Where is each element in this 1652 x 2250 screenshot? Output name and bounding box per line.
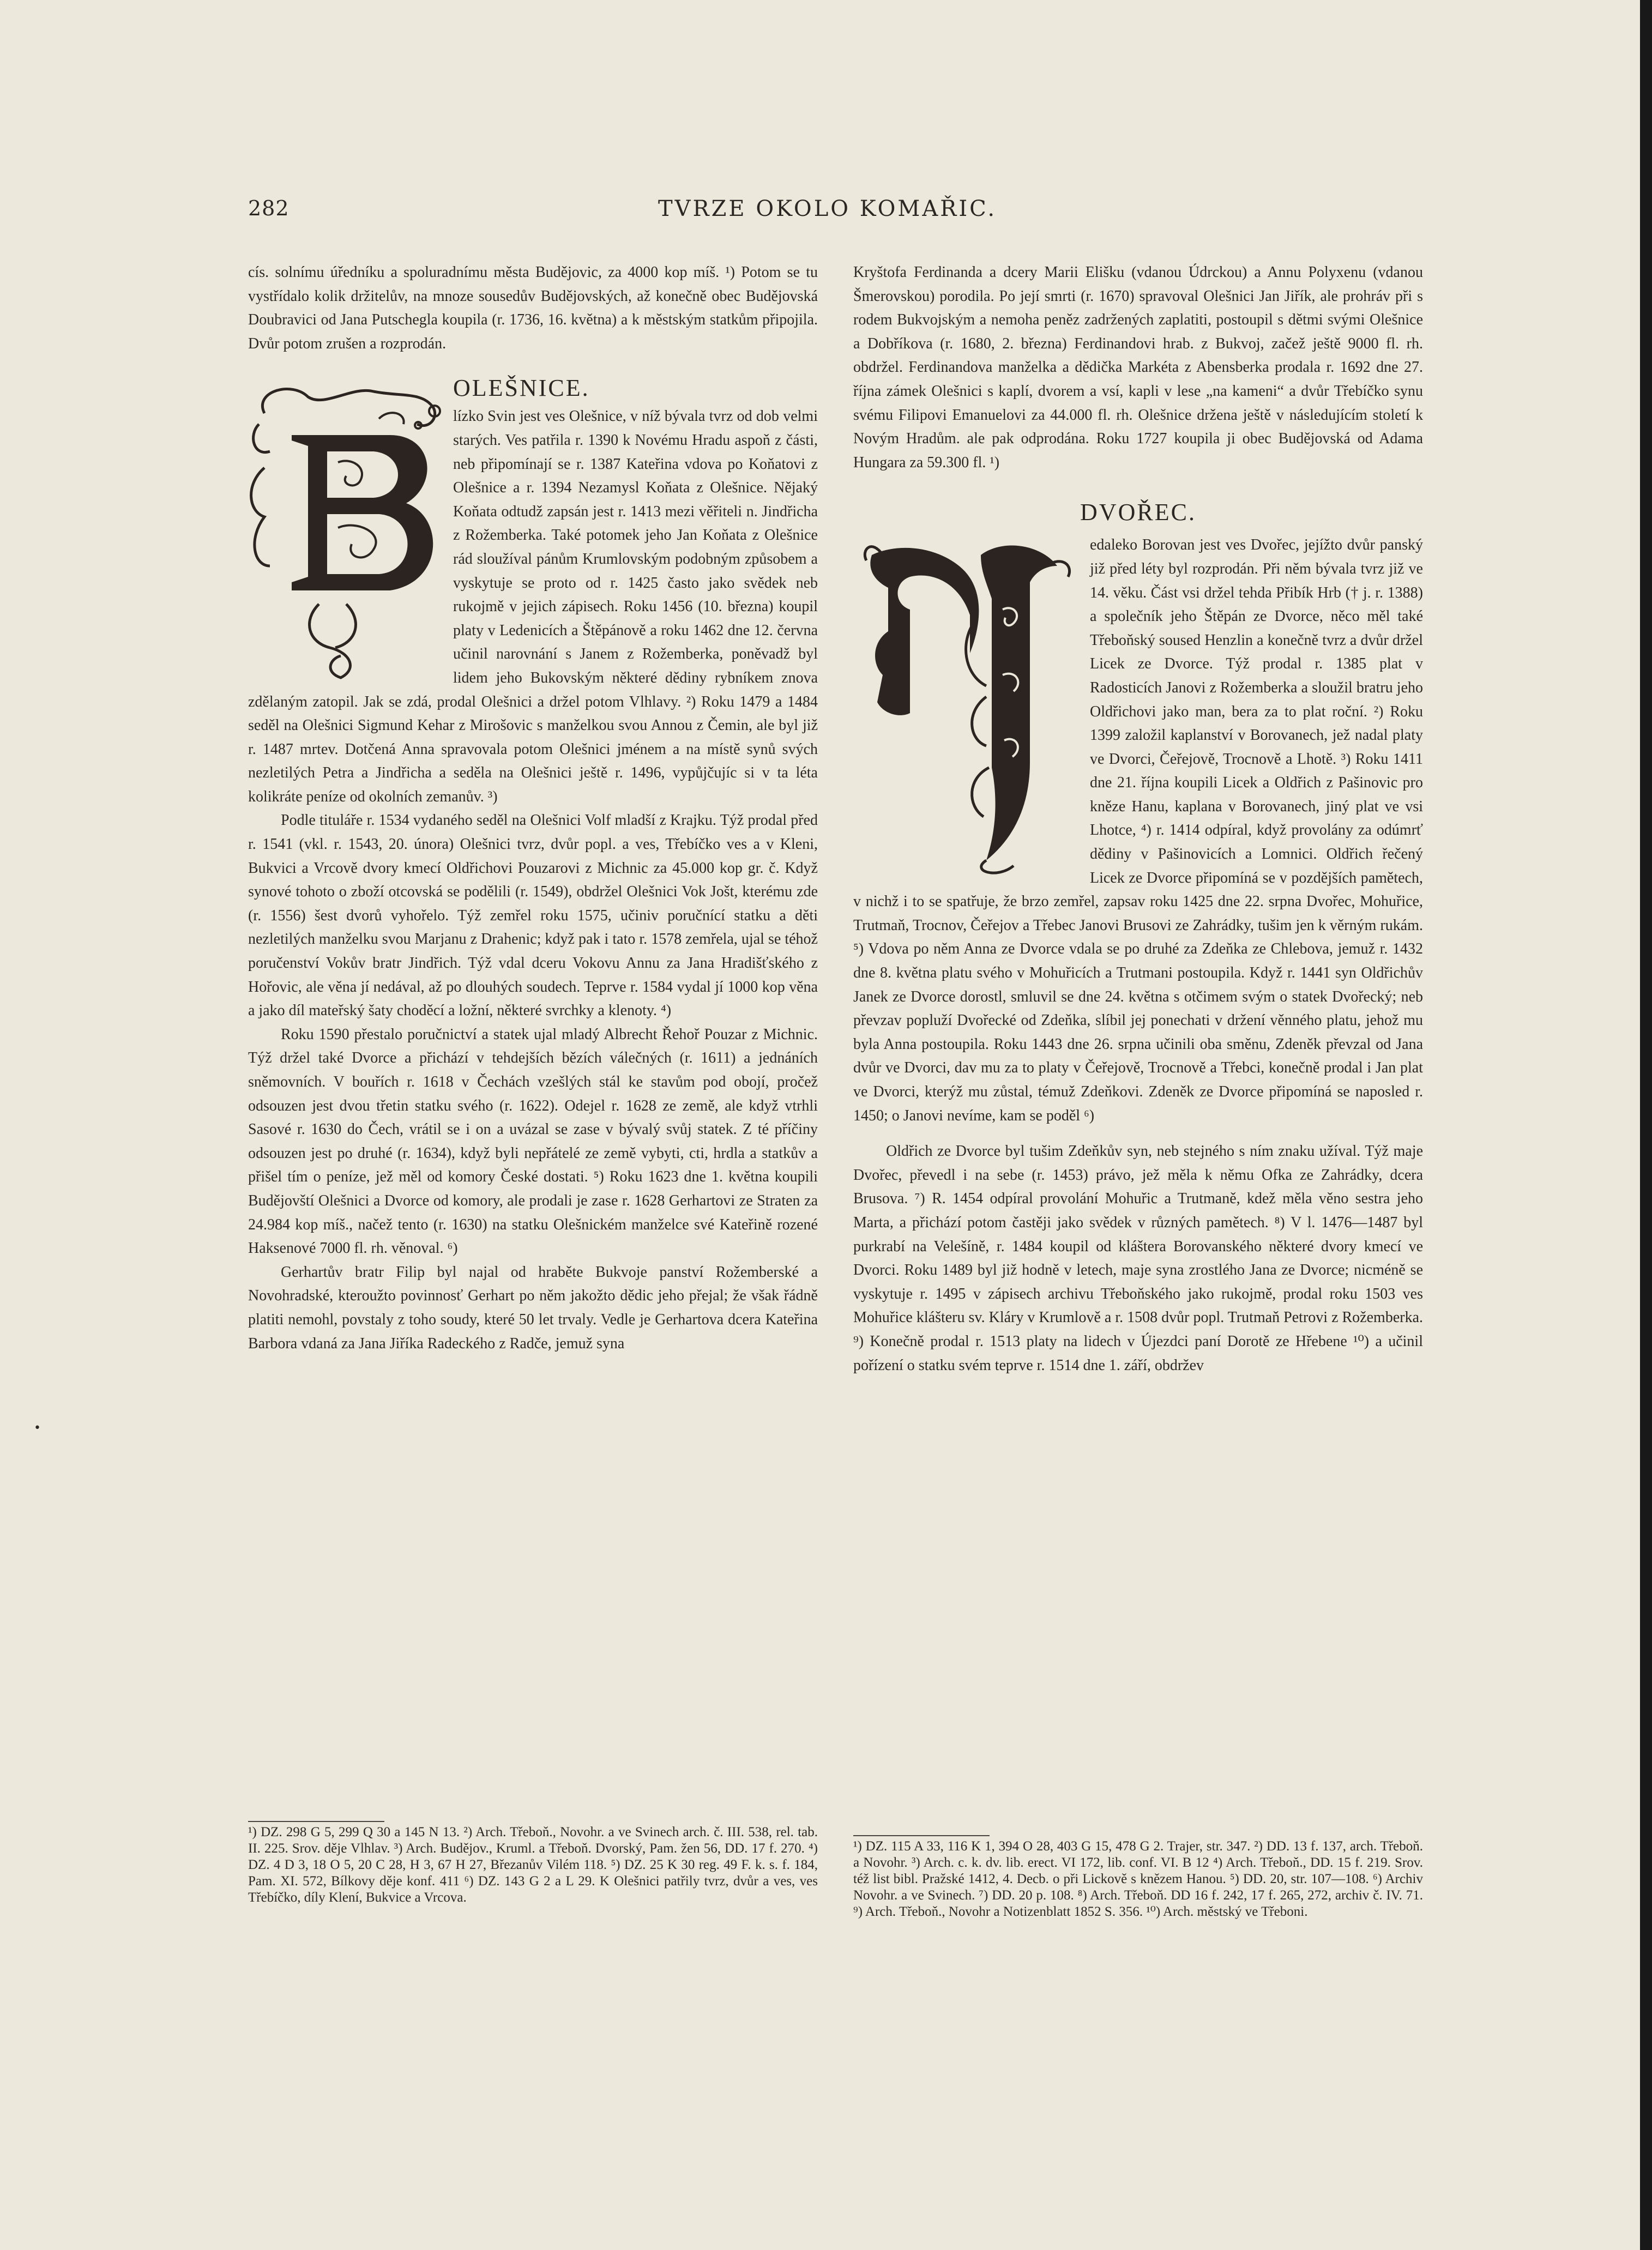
dvorec-paragraph-2: Oldřich ze Dvorce byl tušim Zdeňkův syn, neb stejného s ním znaku užíval. Týž maje Dvořec, převedl i na sebe (r. 1453) právo, jež měla k němu Ofka ze Zahrádky, dcera Brusova. ⁷) R. 1454 odpíral provolání Mohuřic a Trutmaně, kdež měla věno sestra jeho Marta, a přichází potom častěji jako svědek v různých pamětech. ⁸) V l. 1476—1487 byl purkrabí na Velešíně, r. 1484 koupil od kláštera Borovanského některé dvory kmecí ve Dvorci. Roku 1489 byl již hodně v letech, maje syna zrostlého Jana ze Dvorce; nicméně se vyskytuje r. 1495 v zápisech archivu Třeboňského jako rukojmě, prodal roku 1503 ves Mohuřice klášteru sv. Kláry v Krumlově a r. 1508 dvůr popl. Trutmaň Petrovi z Rožemberka. ⁹) Konečně prodal r. 1513 platy na lidech v Újezdci paní Dorotě ze Hřebene ¹⁰) a učinil pořízení o statku svém teprve r. 1514 dne 1. září, obdržev bbox=[853, 1143, 1423, 1374]
left-column bbox=[248, 261, 818, 1355]
running-header bbox=[248, 196, 1407, 229]
footnote-rule bbox=[853, 1835, 990, 1836]
ornamental-initial-b-graphic bbox=[243, 375, 445, 680]
footnotes-right-text: ¹) DZ. 115 A 33, 116 K 1, 394 O 28, 403 G 15, 478 G 2. Trajer, str. 347. ²) DD. 13 f. 137, arch. Třeboň. a Novohr. ³) Arch. c. k. dv. lib. erect. VI 172, lib. conf. VI. B 12 ⁴) Arch. Třeboň., DD. 15 f. 219. Srov. též list bibl. Pražské 1412, 4. Decb. o při Lickově s knězem Hanou. ⁵) DD. 20, str. 107—108. ⁶) Archiv Novohr. a ve Svinech. ⁷) DD. 20 p. 108. ⁸) Arch. Třeboň. DD 16 f. 242, 17 f. 265, 272, archiv č. IV. 71. ⁹) Arch. Třeboň., Novohr a Notizenblatt 1852 S. 356. ¹⁰) Arch. městský ve Třeboni. bbox=[853, 1839, 1423, 1919]
footnote-rule bbox=[248, 1821, 384, 1822]
left-opening-paragraph: cís. solnímu úředníku a spoluradnímu města Budějovic, za 4000 kop míš. ¹) Potom se tu vystřídalo kolik držitelův, na mnoze sousedův Budějovských, až konečně obec Budějovská Doubravici od Jana Putschegla koupila (r. 1736, 16. května) a k městským statkům připojila. Dvůr potom zrušen a rozprodán. bbox=[248, 264, 818, 352]
margin-mark: • bbox=[34, 1421, 41, 1435]
footnotes-left-text: ¹) DZ. 298 G 5, 299 Q 30 a 145 N 13. ²) Arch. Třeboň., Novohr. a ve Svinech arch. č. III. 538, rel. tab. II. 225. Srov. děje Vlhlav. ³) Arch. Budějov., Kruml. a Třeboň. Dvorský, Pam. žen 56, DD. 17 f. 270. ⁴) DZ. 4 D 3, 18 O 5, 20 C 28, H 3, 67 H 27, Březanův Vilém 118. ⁵) DZ. 25 K 30 reg. 49 F. k. s. f. 184, Pam. XI. 572, Bílkovy děje konf. 411 ⁶) DZ. 143 G 2 a L 29. K Olešnici patřily tvrz, dvůr a ves, ves Třebíčko, díly Klení, Bukvice a Vrcova. bbox=[248, 1825, 818, 1905]
ornamental-initial-b bbox=[243, 375, 445, 680]
olesnice-paragraph-1-text: lízko Svin jest ves Olešnice, v níž bývala tvrz od dob velmi starých. Ves patřila r. 1390 k Novému Hradu aspoň z části, neb připomínají se r. 1387 Kateřina vdova po Koňatovi z Olešnice a r. 1394 Nezamysl Koňata z Olešnice. Nějaký Koňata odtudž zapsán jest r. 1413 mezi věřiteli n. Jindřicha z Rožemberka. Také potomek jeho Jan Koňata z Olešnice rád sloužíval pánům Krumlovským podobným způsobem a vyskytuje se proto od r. 1425 často jako svědek neb rukojmě v jejich zápisech. Roku 1456 (10. března) koupil platy v Ledenicích a Štěpánově a roku 1462 dne 12. června učinil narovnání s Janem z Rožemberka, poněvadž byl lidem jeho Bukovským některé dědiny rybníkem znova zdělaným zatopil. Jak se zdá, prodal Olešnici a držel potom Vlhlavy. ²) Roku 1479 a 1484 seděl na Olešnici Sigmund Kehar z Mirošovic s manželkou svou Annou z Čemin, ale byl již r. 1487 mrtev. Dotčená Anna spravovala potom Olešnici jménem a na místě synů svých nezletilých Petra a Jindřicha a seděla na Olešnici ještě r. 1496, vypůjčujíc si v ta léta kolikráte peníze od okolních zemanův. ³) bbox=[248, 408, 818, 805]
footnotes-right bbox=[853, 1835, 1423, 1920]
ornamental-initial-n bbox=[850, 533, 1078, 882]
olesnice-paragraph-3: Roku 1590 přestalo poručnictví a statek ujal mladý Albrecht Řehoř Pouzar z Michnic. Týž držel také Dvorce a přichází v tehdejších bězích válečných (r. 1611) a jednáních sněmovních. V bouřích r. 1618 v Čechách vzešlých stál ke stavům pod obojí, pročež odsouzen jest dvou třetin statku svého (r. 1622). Odejel r. 1628 ze země, ale když vtrhli Sasové r. 1630 do Čech, vrátil se i on a uvázal se zase v bývalý svůj statek. Z té příčiny odsouzen jest po druhé (r. 1634), když byli nepřátelé ze země vybyti, cti, hrdla a statkův a přišel tím o peníze, jež měl od komory České dostati. ⁵) Roku 1623 dne 1. května koupili Budějovští Olešnici a Dvorce od komory, ale prodali je zase r. 1628 Gerhartovi ze Straten za 24.984 kop míš., načež tento (r. 1630) na statku Olešnickém manželce své Kateřině rozené Haksenové 7000 fl. rh. věnoval. ⁶) bbox=[248, 1026, 818, 1257]
right-column bbox=[853, 261, 1423, 1377]
section-title-olesnice: OLEŠNICE. bbox=[453, 375, 590, 402]
footnotes-left bbox=[248, 1821, 818, 1906]
page-number: 282 bbox=[248, 196, 290, 220]
ornamental-initial-n-graphic bbox=[850, 533, 1078, 882]
running-title: TVRZE OKOLO KOMAŘIC. bbox=[658, 196, 997, 221]
right-opening-paragraph: Kryštofa Ferdinanda a dcery Marii Elišku (vdanou Údrckou) a Annu Polyxenu (vdanou Šmerovskou) porodila. Po její smrti (r. 1670) spravoval Olešnici Jan Jiřík, ale prohráv při s rodem Bukvojským a nemoha peněz zadržených zaplatiti, postoupil s dětmi svými Olešnice a Dobříkova (r. 1680, 2. března) Ferdinandovi hrab. z Bukvoj, začež ještě 9000 fl. rh. obdržel. Ferdinandova manželka a dědička Markéta z Abensberka prodala r. 1692 dne 27. října zámek Olešnici s kaplí, dvorem a vsí, kapli v lese „na kameni“ a dvůr Třebíčko synu svému Filipovi Emanuelovi za 44.000 fl. rh. Olešnice držena ještě v následujícím století k Novým Hradům. ale pak odprodána. Roku 1727 koupila ji obec Budějovská od Adama Hungara za 59.300 fl. ¹) bbox=[853, 264, 1423, 471]
olesnice-paragraph-2: Podle titulářе r. 1534 vydaného seděl na Olešnici Volf mladší z Krajku. Týž prodal před r. 1541 (vkl. r. 1543, 20. února) Olešnici tvrz, dvůr popl. a ves, Třebíčko ves a v Kleni, Bukvici a Vrcově dvory kmecí Oldřichovi Pouzarovi z Michnic za 45.000 kop gr. č. Když synové tohoto o zboží otcovská se podělili (r. 1549), obdržel Olešnici Vok Jošt, kterému zde (r. 1556) šest dvorů vyhořelo. Týž zemřel roku 1575, učiniv poručnící statku a děti nezletilých manželku svou Marjanu z Drahenic; když pak i tato r. 1578 zemřela, ujal se téhož poručenství Vokův bratr Jindřich. Týž vdal dceru Vokovu Annu za Jana Hradišťského z Hořovic, ale věna jí nedával, až po dlouhých soudech. Teprve r. 1584 vydal jí 1000 kop věna a jako díl mateřský šaty choděcí a ložní, některé svrchky a klenoty. ⁴) bbox=[248, 812, 818, 1020]
olesnice-paragraph-4: Gerhartův bratr Filip byl najal od hraběte Bukvoje panství Rožemberské a Novohradské, kteroužto povinnosť Gerhart po něm jakožto dědic jeho přejal; že však řádně platiti nemohl, povstaly z toho soudy, které 50 let trvaly. Vedle je Gerhartova dcera Kateřina Barbora vdaná za Jana Jiříka Radeckého z Radče, jemuž syna bbox=[248, 1263, 818, 1352]
page-edge bbox=[1640, 0, 1652, 2250]
section-title-dvorec: DVOŘEC. bbox=[1080, 499, 1196, 526]
dvorec-paragraph-1-text: edaleko Borovan jest ves Dvořec, jejížto dvůr panský již před léty byl rozprodán. Při něm bývala tvrz již ve 14. věku. Část vsi držel tehda Přibík Hrb († j. r. 1388) a společník jeho Štěpán ze Dvorce, něco měl také Třeboňský soused Henzlin a konečně tvrz a dvůr držel Licek ze Dvorce. Týž prodal r. 1385 plat v Radosticích Janovi z Rožemberka a sloužil bratru jeho Oldřichovi jako man, bera za to plat roční. ²) Roku 1399 založil kaplanství v Borovanech, jež nadal platy ve Dvorci, Čeřejově, Trocnově a Lhotě. ³) Roku 1411 dne 21. října koupili Licek a Oldřich z Pašinovic pro kněze Hanu, kaplana v Borovanech, jiný plat ve vsi Lhotce, ⁴) r. 1414 odpíral, když provolány za odúmrť dědiny v Pašinovicích a Lomnici. Oldřich řečený Licek ze Dvorce připomíná se v pozdějších pamětech, v nichž i to se spatřuje, že brzo zemřel, zapsav roku 1425 dne 22. srpna Dvořec, Mohuřice, Trutmaň, Trocnov, Čeřejov a Třebec Janovi Brusovi ze Zahrádky, tušim jen k věrným rukám. ⁵) Vdova po něm Anna ze Dvorce vdala se po druhé za Zdeňka ze Chlebova, jemuž r. 1432 dne 8. května platu svého v Mohuřicích a Trutmani postoupila. Když r. 1441 syn Oldřichův Janek ze Dvorce dorostl, smluvil se dne 24. května s otčimem svým o statek Dvořecký; neb převzav popluží Dvořecké od Zdeňka, slíbil jej ponechati v držení věnného platu, jehož mu byla Anna postoupila. Roku 1443 dne 26. srpna učinili oba směnu, Zdeněk převzal od Jana dvůr ve Dvorci, dav mu za to platy v Čeřejově, Trocnově a Třebci, konečně prodal i Jan plat ve Dvorci, kterýž mu zůstal, témuž Zdeňkovi. Zdeněk ze Dvorce připomíná se naposled r. 1450; o Janovi nevíme, kam se poděl ⁶) bbox=[853, 536, 1423, 1124]
